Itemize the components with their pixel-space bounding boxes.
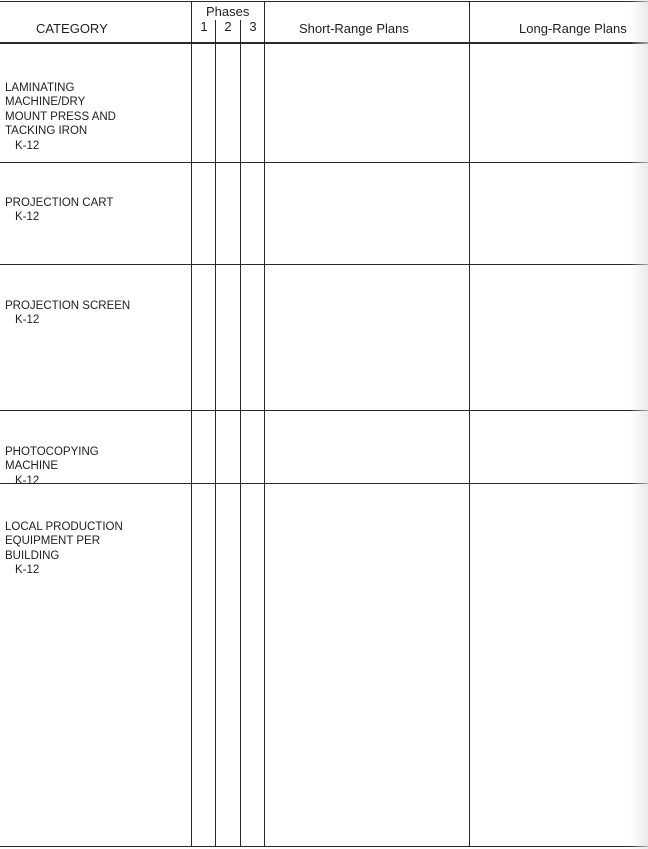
bottom-border (0, 846, 648, 847)
category-name: PHOTOCOPYING MACHINE (5, 445, 99, 473)
grade-range: K-12 (15, 139, 40, 152)
row-separator (0, 264, 648, 265)
phases-header: Phases (206, 4, 250, 19)
category-row-photocopying (5, 430, 99, 503)
top-border (0, 1, 648, 2)
category-row-projection-screen (5, 284, 130, 342)
category-row-projection-cart (5, 181, 113, 239)
phase-2-header: 2 (224, 19, 232, 34)
header-rule (0, 42, 648, 44)
category-name: LOCAL PRODUCTION EQUIPMENT PER BUILDING (5, 520, 123, 562)
column-divider-phase-2-3 (240, 20, 241, 847)
column-divider-short-range (469, 1, 470, 847)
category-row-laminating (5, 66, 116, 168)
column-divider-phase-1-2 (215, 20, 216, 847)
grade-range: K-12 (15, 211, 40, 224)
phase-1-header: 1 (200, 19, 208, 34)
category-row-local-production (5, 505, 123, 593)
category-header: CATEGORY (36, 21, 108, 36)
grade-range: K-12 (15, 564, 40, 577)
column-divider-category (191, 1, 192, 847)
row-separator (0, 410, 648, 411)
category-name: PROJECTION SCREEN (5, 299, 131, 312)
long-range-header: Long-Range Plans (519, 21, 627, 36)
grade-range: K-12 (15, 314, 40, 327)
category-name: PROJECTION CART (5, 196, 114, 209)
short-range-header: Short-Range Plans (299, 21, 409, 36)
category-name: LAMINATING MACHINE/DRY MOUNT PRESS AND TACKING IRON (5, 81, 116, 138)
phase-3-header: 3 (249, 19, 257, 34)
column-divider-phases (264, 1, 265, 847)
grade-range: K-12 (15, 474, 40, 487)
page-edge-shadow (630, 0, 648, 849)
